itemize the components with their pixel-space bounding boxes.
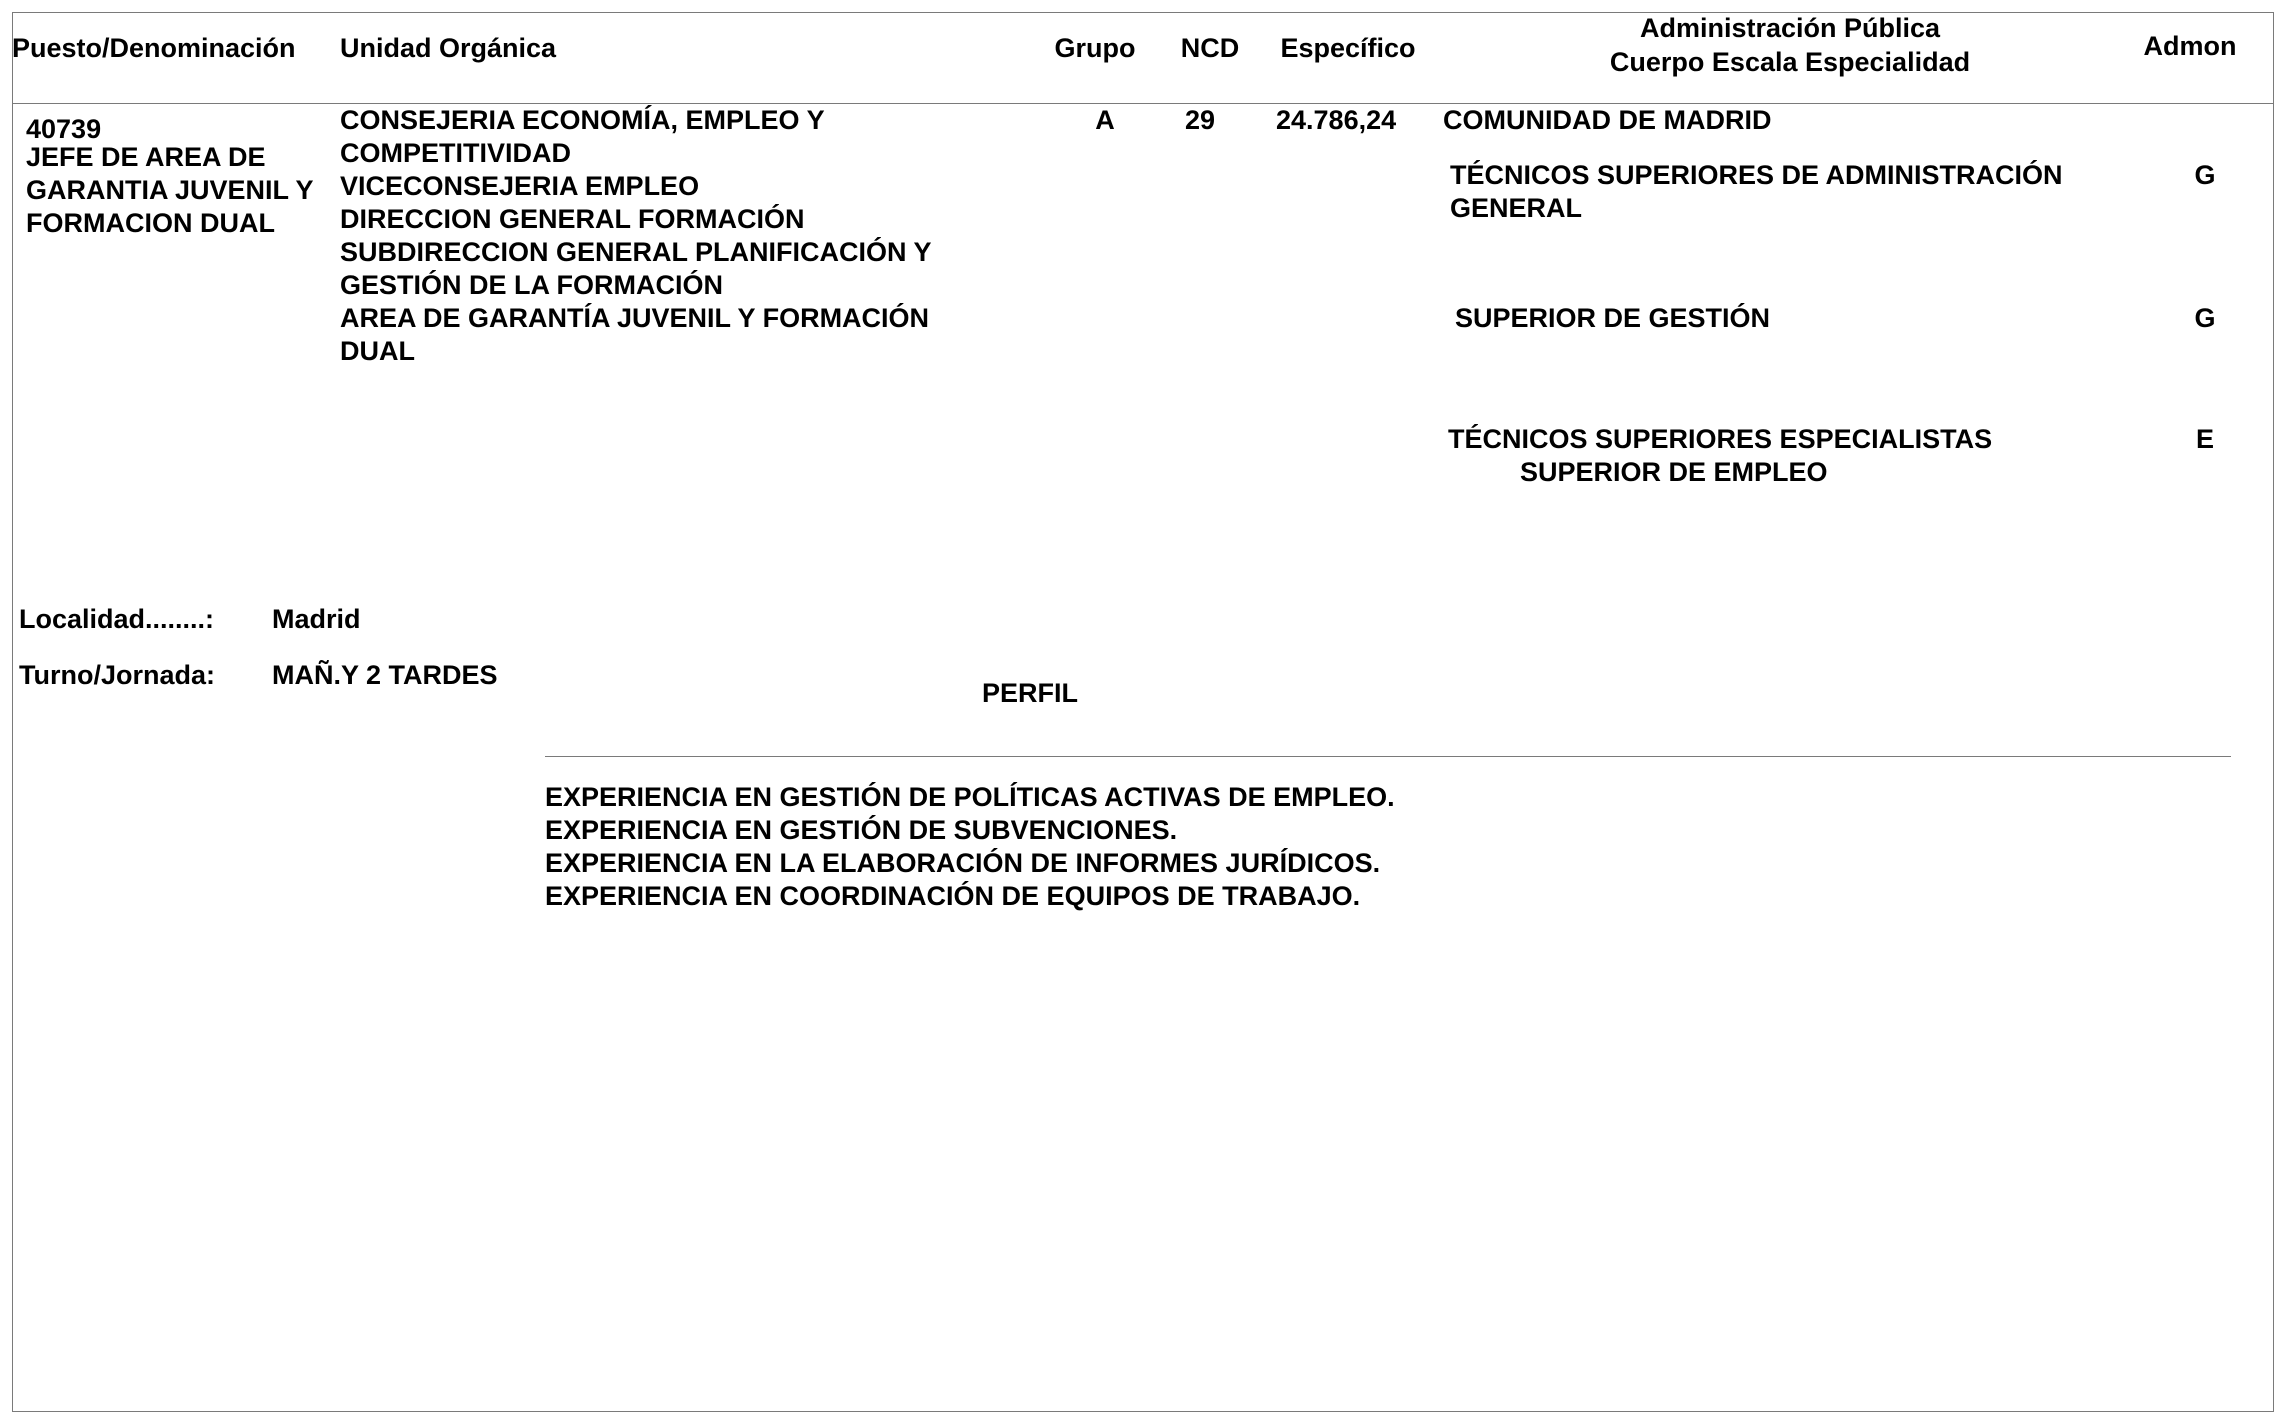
perfil-list	[545, 781, 1395, 913]
ncd-value: 29	[1184, 105, 1216, 135]
unidad-line: CONSEJERIA ECONOMÍA, EMPLEO Y	[340, 105, 825, 135]
header-grupo: Grupo	[1054, 33, 1136, 63]
localidad-value: Madrid	[272, 604, 361, 634]
cuerpo-entry	[1450, 159, 2063, 225]
denominacion-line: JEFE DE AREA DE	[26, 142, 266, 172]
escala-entry: SUPERIOR DE EMPLEO	[1520, 457, 1828, 487]
unidad-line: SUBDIRECCION GENERAL PLANIFICACIÓN Y	[340, 237, 932, 267]
unidad-line: VICECONSEJERIA EMPLEO	[340, 171, 700, 201]
unidad-line: AREA DE GARANTÍA JUVENIL Y FORMACIÓN	[340, 303, 930, 333]
header-ncd: NCD	[1180, 33, 1240, 63]
unidad-line: GESTIÓN DE LA FORMACIÓN	[340, 270, 723, 300]
perfil-item: EXPERIENCIA EN LA ELABORACIÓN DE INFORMES JURÍDICOS.	[545, 848, 1381, 878]
grupo-value: A	[1095, 105, 1115, 135]
perfil-item: EXPERIENCIA EN GESTIÓN DE POLÍTICAS ACTIVAS DE EMPLEO.	[545, 782, 1395, 812]
header-cuerpo-escala: Cuerpo Escala Especialidad	[1609, 47, 1971, 77]
unidad-line: COMPETITIVIDAD	[340, 138, 572, 168]
admon-value: E	[2195, 424, 2214, 454]
puesto-denominacion	[26, 141, 314, 240]
administracion-value: COMUNIDAD DE MADRID	[1443, 105, 1772, 135]
unidad-line: DIRECCION GENERAL FORMACIÓN	[340, 204, 805, 234]
perfil-title: PERFIL	[982, 678, 1079, 708]
unidad-line: DUAL	[340, 336, 415, 366]
header-administracion: Administración Pública	[1639, 13, 1941, 43]
cuerpo-line: TÉCNICOS SUPERIORES DE ADMINISTRACIÓN	[1450, 160, 2063, 190]
puesto-code: 40739	[26, 114, 102, 144]
especifico-value: 24.786,24	[1276, 105, 1397, 135]
turno-value: MAÑ.Y 2 TARDES	[272, 660, 498, 690]
unidad-organica	[340, 104, 932, 368]
cuerpo-entry: TÉCNICOS SUPERIORES ESPECIALISTAS	[1448, 424, 1993, 454]
header-especifico: Específico	[1280, 33, 1416, 63]
denominacion-line: GARANTIA JUVENIL Y	[26, 175, 314, 205]
header-puesto: Puesto/Denominación	[12, 33, 296, 63]
cuerpo-line: GENERAL	[1450, 193, 1583, 223]
admon-value: G	[2194, 303, 2216, 333]
denominacion-line: FORMACION DUAL	[26, 208, 275, 238]
perfil-divider	[545, 756, 2231, 757]
admon-value: G	[2194, 160, 2216, 190]
perfil-item: EXPERIENCIA EN COORDINACIÓN DE EQUIPOS DE TRABAJO.	[545, 881, 1361, 911]
turno-label: Turno/Jornada:	[19, 660, 216, 690]
header-admon: Admon	[2143, 31, 2237, 61]
cuerpo-entry: SUPERIOR DE GESTIÓN	[1455, 303, 1771, 333]
perfil-item: EXPERIENCIA EN GESTIÓN DE SUBVENCIONES.	[545, 815, 1178, 845]
header-unidad: Unidad Orgánica	[340, 33, 557, 63]
localidad-label: Localidad........:	[19, 604, 215, 634]
